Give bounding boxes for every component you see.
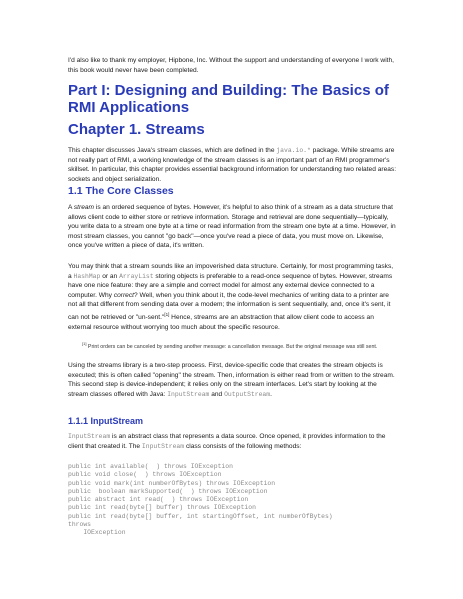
core-paragraph-3: Using the streams library is a two-step process. First, device-specific code that creates the stream objects is executed; this is often called "opening" the stream. Then, information is either read from or written to the stream. This second step is device-independent; it relies only on the stream interfaces. Let's start by looking at the stream classes offered with Java: InputStream and OutputStream. [68,362,395,398]
inline-code: OutputStream [224,390,271,398]
inline-code: InputStream [141,442,185,450]
subsection-title: 1.1.1 InputStream [68,416,144,426]
code-line: public abstract int read( ) throws IOException [68,496,249,504]
inputstream-paragraph: InputStream is an abstract class that represents a data source. Once opened, it provides information to the client that created it. The InputStream class consists of the following methods: [68,433,386,450]
section-title: 1.1 The Core Classes [68,185,174,197]
chapter-title: Chapter 1. Streams [68,121,205,138]
code-line: IOException [68,529,126,537]
code-line: public void close( ) throws IOException [68,471,222,479]
code-block [68,463,398,538]
code-line: public int read(byte[] buffer) throws IOException [68,504,256,512]
acknowledgement-paragraph: I'd also like to thank my employer, Hipbone, Inc. Without the support and understanding of everyone I work with, this book would never have been completed. [68,57,394,74]
inline-code: HashMap [73,272,101,280]
intro-paragraph: This chapter discusses Java's stream classes, which are defined in the java.io.* package. While streams are not really part of RMI, a working knowledge of the stream classes is an important part of an RMI programmer's skillset. In particular, this chapter provides essential background information for understanding two related areas: sockets and object serialization. [68,147,397,183]
core-paragraph-1: A stream is an ordered sequence of bytes. However, it's helpful to also think of a stream as a data structure that allows client code to either store or retrieve information. Storage and retrieval are done sequentially—typically, you write data to a stream one byte at a time or read information from the stream one byte at a time. However, in most stream classes, you cannot "go back"—once you've read a piece of data, you must move on. Likewise, once you've written a piece of data, it's written. [68,204,396,250]
code-line: public int read(byte[] buffer, int startingOffset, int numberOfBytes) [68,512,333,520]
inline-code: ArrayList [119,272,154,280]
footnote-reference[interactable]: [1] [164,311,170,317]
part-title: Part I: Designing and Building: The Basics of RMI Applications [68,82,389,116]
code-line: throws [68,521,92,529]
code-line: public boolean markSupported( ) throws IOException [68,487,268,495]
core-paragraph-2: You may think that a stream sounds like an impoverished data structure. Certainly, for most programming tasks, a HashMap or an ArrayList storing objects is preferable to a read-once sequence of bytes. However, streams have one nice feature: they are a simple and correct model for almost any external device connected to a computer. Why correct? Well, when you think about it, the code-level mechanics of writing data to a printer are not all that different from sending data over a modem; the information is sent sequentially, and, once it's sent, it can not be retrieved or "un-sent."[1] Hence, streams are an abstraction that allow client code to access an external resource without worrying too much about the specific resource. [68,263,394,331]
code-line: public int available( ) throws IOException [68,463,233,470]
inline-code: InputStream [167,390,210,398]
code-line: public void mark(int numberOfBytes) throws IOException [68,479,276,487]
inline-code: InputStream [68,433,111,440]
footnote: [1] Print orders can be canceled by sending another message: a cancellation message. But the original message was still sent. [82,341,378,350]
inline-code: java.io.* [276,147,311,154]
